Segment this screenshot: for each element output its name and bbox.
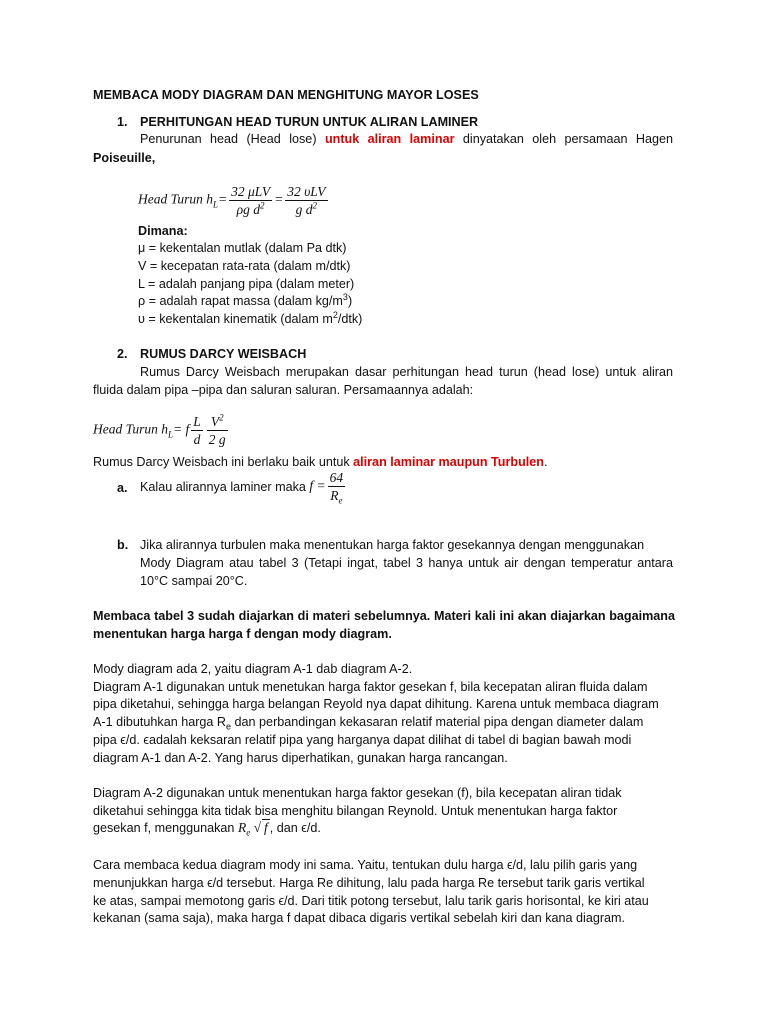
darcy-validity: Rumus Darcy Weisbach ini berlaku baik untuk aliran laminar maupun Turbulen. — [93, 455, 548, 469]
item-b-line1: Jika alirannya turbulen maka menentukan harga faktor gesekannya dengan menggunakan — [140, 538, 645, 552]
para-cara-line2: menunjukkan harga ϵ/d tersebut. Harga Re dihitung, lalu pada harga Re tersebut tarik garis vertikal — [93, 876, 645, 890]
item-b-line3: 10°C sampai 20°C. — [140, 574, 248, 588]
def-mu: μ = kekentalan mutlak (dalam Pa dtk) — [138, 241, 347, 255]
para-a2-line1: Diagram A-2 digunakan untuk menentukan harga faktor gesekan (f), bila kecepatan aliran tidak — [93, 786, 622, 800]
para-a2-line3: gesekan f, menggunakan $R_e$ √ f , dan ϵ/d. — [93, 820, 321, 838]
item-a-label: a. — [117, 481, 128, 495]
section-2-intro-line2: fluida dalam pipa –pipa dan saluran saluran. Persamaannya adalah: — [93, 383, 474, 397]
para-mody-line1: Mody diagram ada 2, yaitu diagram A-1 dab diagram A-2. — [93, 662, 413, 676]
dimana-label: Dimana: — [138, 224, 188, 238]
hagen-poiseuille-formula: Head Turun $h_L=$ $\frac{\text{32 μLV}}{\rho g d^2}$ = $\frac{\text{32 υLV}}{g d^2}$ — [138, 184, 326, 217]
para-a2-line2: diketahui sehingga kita tidak bisa menghitu bilangan Reynold. Untuk menentukan harga faktor — [93, 804, 618, 818]
def-v: V = kecepatan rata-rata (dalam m/dtk) — [138, 259, 351, 273]
section-1-intro: Penurunan head (Head lose) untuk aliran laminar dinyatakan oleh persamaan Hagen — [140, 132, 674, 146]
def-l: L = adalah panjang pipa (dalam meter) — [138, 277, 355, 291]
para-mody-line2: Diagram A-1 digunakan untuk menetukan harga faktor gesekan f, bila kecepatan aliran fluida dalam — [93, 680, 648, 694]
item-a: Kalau alirannya laminer maka f = $\frac{64}{R_e}$ — [140, 470, 344, 506]
para-cara-line3: ke atas, sampai memotong garis ϵ/d. Dari titik potong tersebut, lalu tarik garis horisontal, ke kiri atau — [93, 894, 649, 908]
section-1-heading: PERHITUNGAN HEAD TURUN UNTUK ALIRAN LAMINER — [140, 115, 479, 129]
para-cara-line4: kekanan (sama saja), maka harga f dapat dibaca digaris vertikal sebelah kiri dan kana diagram. — [93, 911, 626, 925]
para-tabel-line1: Membaca tabel 3 sudah diajarkan di materi sebelumnya. Materi kali ini akan diajarkan bagaimana — [93, 609, 675, 623]
def-nu: υ = kekentalan kinematik (dalam $m^2/dtk$) — [138, 309, 363, 326]
section-1-number: 1. — [117, 115, 128, 129]
para-mody-line3: pipa diketahui, sehingga harga belangan Reyold nya dapat dihitung. Karena untuk membaca diagram — [93, 697, 659, 711]
item-b-label: b. — [117, 538, 129, 552]
section-2-heading: RUMUS DARCY WEISBACH — [140, 347, 307, 361]
def-rho: ρ = adalah rapat massa (dalam $kg/m^3$) — [138, 291, 353, 308]
document-title: MEMBACA MODY DIAGRAM DAN MENGHITUNG MAYOR LOSES — [93, 88, 479, 102]
item-b-line2: Mody Diagram atau tabel 3 (Tetapi ingat, tabel 3 hanya untuk air dengan temperatur antara — [140, 556, 673, 570]
para-mody-line4: A-1 dibutuhkan harga $R_e$ dan perbandingan kekasaran relatif material pipa dengan diameter dalam — [93, 715, 644, 732]
para-tabel-line2: menentukan harga harga f dengan mody diagram. — [93, 627, 392, 641]
para-mody-line5: pipa ϵ/d. ϵadalah keksaran relatif pipa yang harganya dapat dilihat di tabel di bagian bawah modi — [93, 733, 632, 747]
section-1-intro-line2: Poiseuille, — [93, 151, 156, 165]
para-mody-line6: diagram A-1 dan A-2. Yang harus diperhatikan, gunakan harga rancangan. — [93, 751, 508, 765]
section-2-intro-line1: Rumus Darcy Weisbach merupakan dasar perhitungan head turun (head lose) untuk aliran — [140, 365, 673, 379]
darcy-weisbach-formula: Head Turun $h_L= f$ $\frac{L}{d}$ $\frac{V^2}{2 g}$ — [93, 412, 226, 447]
section-2-number: 2. — [117, 347, 128, 361]
para-cara-line1: Cara membaca kedua diagram mody ini sama. Yaitu, tentukan dulu harga ϵ/d, lalu pilih garis yang — [93, 858, 638, 872]
